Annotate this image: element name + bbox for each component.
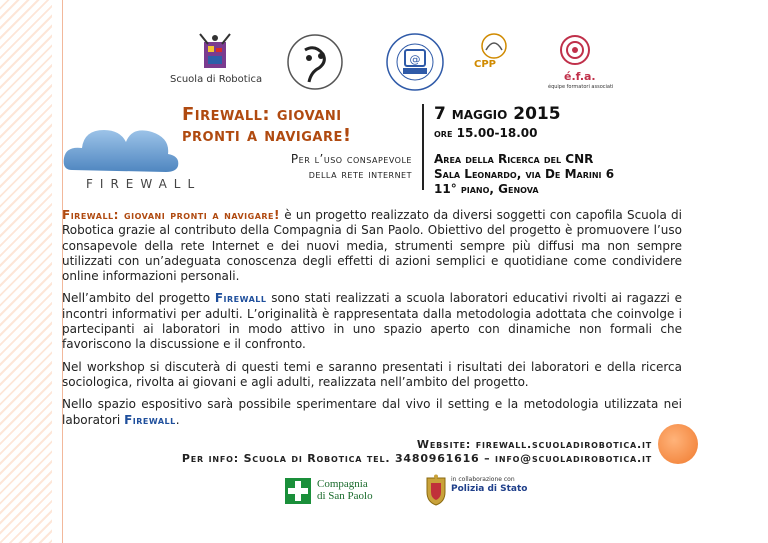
paragraph-2 <box>62 291 682 352</box>
contact-info: Per info: Scuola di Robotica tel. 3480961616 – info@scuoladirobotica.it <box>181 452 652 465</box>
description <box>62 208 682 435</box>
venue-line-3: 11° piano, Genova <box>434 182 539 196</box>
website-link[interactable]: Website: firewall.scuoladirobotica.it <box>416 438 652 451</box>
svg-text:@: @ <box>409 53 421 66</box>
paragraph-1-text: è un progetto realizzato da diversi soggetti con capofila Scuola di Robotica grazie al contributo della Compagnia di San Paolo. Obiettivo del progetto è promuovere l’uso consapevole della rete Internet e dei nuovi media, strumenti sempre più diffusi ma non sempre utilizzati con un’adeguata conoscenza degli effetti di azioni semplici e quotidiane come condividere online informazioni personali. <box>62 208 683 284</box>
event-venue <box>434 152 694 197</box>
paragraph-2-start: Nell’ambito del progetto <box>62 291 215 306</box>
efa-logo <box>530 32 620 92</box>
emblem-icon <box>425 474 447 506</box>
paragraph-3: Nel workshop si discuterà di questi temi e saranno presentati i risultati dei laboratori e della ricerca sociologica, rivolta ai giovani e agli adulti, realizzata nell’ambito del progetto. <box>62 359 682 389</box>
subtitle-line-1: Per l’uso consapevole <box>290 152 412 166</box>
event-header <box>62 104 682 194</box>
decorative-stripe <box>0 0 52 543</box>
partner-logos <box>150 32 630 94</box>
firewall-wordmark: FIREWALL <box>86 177 202 191</box>
event-title <box>182 104 422 146</box>
paragraph-2-end: sono stati realizzati a scuola laboratori educativi rivolti ai ragazzi e incontri informativi per adulti. L’originalità è rappresentata dalla metodologia adottata che coinvolge i partecipanti ai laboratori in modo attivo in uno spazio aperto con dinamiche non formali che favoriscono la discussione e il confronto. <box>62 291 682 352</box>
efa-subtitle: équipe formatori associati <box>548 84 614 90</box>
blog-logo <box>285 32 345 92</box>
paragraph-4-start: Nello spazio espositivo sarà possibile sperimentare dal vivo il setting e la metodologia utilizzata nei laboratori <box>62 397 682 427</box>
polizia-collab-text: in collaborazione con <box>451 476 515 483</box>
cloud-icon <box>62 118 182 174</box>
paragraph-1 <box>62 208 682 284</box>
paragraph-4 <box>62 397 682 428</box>
event-subtitle <box>192 152 412 182</box>
event-hours: ore 15.00-18.00 <box>434 126 538 140</box>
paragraph-4-end: . <box>175 412 180 427</box>
title-line-1: Firewall: giovani <box>182 104 342 125</box>
cds-text <box>317 478 373 502</box>
compagnia-san-paolo-logo <box>285 478 385 504</box>
scuola-label: Scuola di Robotica <box>170 74 263 85</box>
scuola-di-robotica-logo <box>170 32 263 92</box>
event-date: 7 maggio 2015 <box>434 104 561 124</box>
decorative-circle <box>658 424 698 464</box>
cpp-logo <box>458 32 530 92</box>
alid-logo <box>380 32 450 94</box>
cross-icon <box>285 478 311 504</box>
cpp-label: CPP <box>474 59 496 70</box>
venue-line-1: Area della Ricerca del CNR <box>434 152 594 166</box>
cds-line-2: di San Paolo <box>317 490 373 502</box>
project-name: Firewall: giovani pronti a navigare! <box>62 208 280 222</box>
firewall-highlight: Firewall <box>214 291 267 306</box>
subtitle-line-2: della rete internet <box>308 167 412 181</box>
efa-name: é.f.a. <box>564 70 596 83</box>
cds-line-1: Compagnia <box>317 478 368 490</box>
polizia-name: Polizia di Stato <box>451 484 528 494</box>
title-line-2: pronti a navigare! <box>182 125 352 146</box>
venue-line-2: Sala Leonardo, via De Marini 6 <box>434 167 615 181</box>
polizia-di-stato-logo <box>425 474 535 510</box>
header-divider <box>422 104 424 190</box>
firewall-highlight-2: Firewall <box>124 412 176 427</box>
